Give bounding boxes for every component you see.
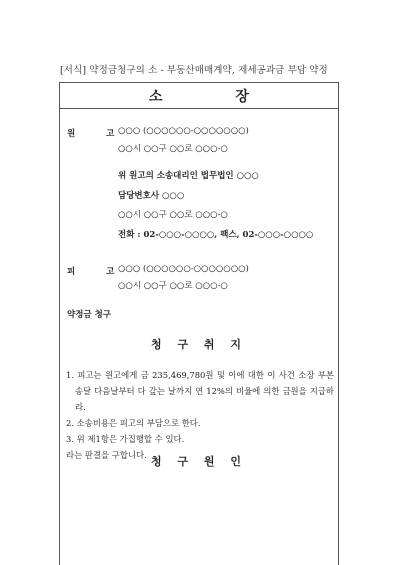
case-name: 약정금 청구 [67, 310, 112, 320]
document-title: 소 장 [149, 88, 283, 105]
document-form-header: [서식] 약정금청구의 소 - 부동산매매계약, 제세공과금 부담 약정 [60, 65, 328, 76]
plaintiff-agent: 위 원고의 소송대리인 법무법인 ○○○ [118, 171, 259, 181]
claim-closing: 라는 판결을 구합니다. [66, 450, 147, 460]
agent-address: ○○시 ○○구 ○○로 ○○○-○ [118, 210, 228, 220]
claim-item-1: 1. 피고는 원고에게 금 235,469,780원 및 이에 대한 이 사건 소장 부본 송달 다음날부터 다 갚는 날까지 연 12%의 비율에 의한 금원을 지급하라. [66, 370, 334, 412]
plaintiff-label: 원 고 [67, 129, 129, 139]
defendant-label: 피 고 [67, 267, 129, 277]
claim-item-3: 3. 위 제1항은 가집행할 수 있다. [66, 434, 185, 444]
defendant-address: ○○시 ○○구 ○○로 ○○○-○ [118, 281, 228, 291]
title-row [60, 83, 338, 109]
claims-list [66, 367, 334, 463]
plaintiff-address: ○○시 ○○구 ○○로 ○○○-○ [118, 144, 228, 154]
claim-item-2: 2. 소송비용은 피고의 부담으로 한다. [66, 418, 201, 428]
complaint-document [59, 82, 339, 565]
plaintiff-name: ○○○ (○○○○○○-○○○○○○○) [118, 126, 249, 136]
plaintiff-lawyer: 담당변호사 ○○○ [118, 191, 185, 201]
defendant-name: ○○○ (○○○○○○-○○○○○○○) [118, 264, 249, 274]
claim-reason-title: 청 구 원 인 [151, 455, 247, 468]
agent-contact: 전화 : 02-○○○-○○○○, 팩스, 02-○○○-○○○○ [118, 230, 314, 240]
claim-purpose-title: 청 구 취 지 [151, 338, 247, 351]
